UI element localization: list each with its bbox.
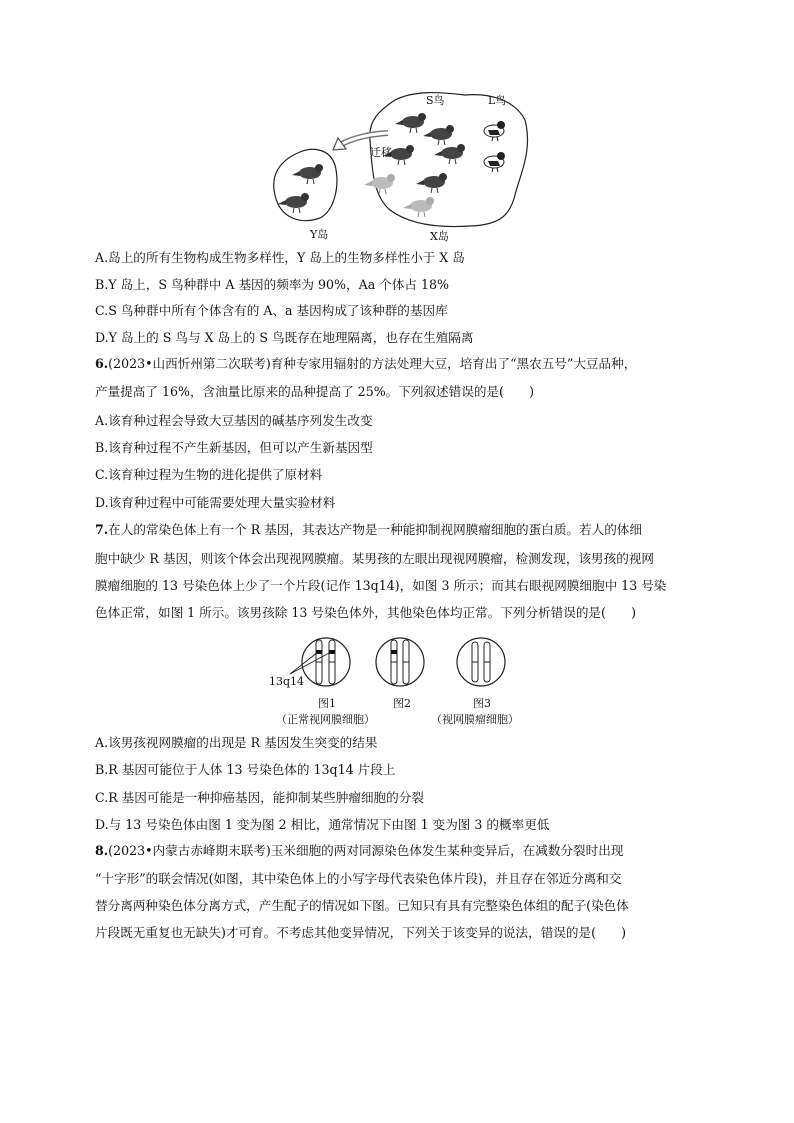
- fig2-chromosome-pair: [391, 640, 409, 684]
- s-bird-icon: [434, 144, 465, 164]
- q7-option-a: A.该男孩视网膜瘤的出现是 R 基因发生突变的结果: [95, 735, 378, 750]
- q7-option-b: B.R 基因可能位于人体 13 号染色体的 13q14 片段上: [95, 762, 396, 777]
- chromosome-figure: [0, 628, 794, 728]
- q7-option-c: C.R 基因可能是一种抑癌基因，能抑制某些肿瘤细胞的分裂: [95, 790, 424, 805]
- s-bird-icon: [416, 173, 447, 193]
- s-bird-icon: [292, 164, 323, 184]
- q5-option-c: C.S 鸟种群中所有个体含有的 A、a 基因构成了该种群的基因库: [95, 303, 448, 318]
- q5-option-a: A.岛上的所有生物构成生物多样性，Y 岛上的生物多样性小于 X 岛: [95, 250, 465, 265]
- fig1-caption: （正常视网膜细胞）: [276, 713, 375, 726]
- q6-option-c: C.该育种过程为生物的进化提供了原材料: [95, 467, 323, 482]
- q6-option-d: D.该育种过程中可能需要处理大量实验材料: [95, 495, 336, 510]
- l-bird-icon: [484, 121, 505, 141]
- s-bird-icon: [278, 193, 309, 213]
- q7-stem-line-1: 7.在人的常染色体上有一个 R 基因，其表达产物是一种能抑制视网膜瘤细胞的蛋白质。若人的体细: [95, 522, 642, 537]
- q7-stem-line-3: 膜瘤细胞的 13 号染色体上少了一个片段(记作 13q14)，如图 3 所示；而其右眼视网膜细胞中 13 号染: [95, 578, 667, 593]
- q8-stem-line-1: 8.(2023•内蒙古赤峰期末联考)玉米细胞的两对同源染色体发生某种变异后，在减数分裂时出现: [95, 843, 624, 858]
- y-island-label: Y岛: [310, 228, 329, 241]
- fig3-caption: （视网膜瘤细胞）: [431, 713, 519, 726]
- l-bird-label: L鸟: [488, 94, 507, 107]
- s-bird-label: S鸟: [426, 94, 445, 107]
- migrate-label: 迁移: [370, 146, 392, 159]
- variant-bird-icon: [364, 174, 395, 194]
- y-island-outline: [274, 149, 337, 220]
- fig1-chromosome-pair: [316, 640, 335, 684]
- fig1-label: 图1: [318, 697, 336, 710]
- q8-number: 8.: [95, 843, 109, 858]
- q5-option-b: B.Y 岛上，S 鸟种群中 A 基因的频率为 90%，Aa 个体占 18%: [95, 277, 449, 292]
- q13q14-label: 13q14: [269, 675, 305, 688]
- island-bird-figure: [0, 0, 794, 250]
- l-bird-icon: [484, 152, 505, 172]
- q8-stem-line-2: “十字形”的联会情况(如图，其中染色体上的小写字母代表染色体片段)，并且存在邻近分离和交: [95, 871, 622, 886]
- q6-stem-line-2: 产量提高了 16%，含油量比原来的品种提高了 25%。下列叙述错误的是( ): [95, 384, 535, 399]
- q7-number: 7.: [95, 522, 109, 537]
- q8-stem-line-4: 片段既无重复也无缺失)才可育。不考虑其他变异情况，下列关于该变异的说法，错误的是( ): [95, 925, 627, 940]
- s-bird-icon: [423, 125, 454, 145]
- fig3-label: 图3: [473, 697, 491, 710]
- q6-stem-line-1: 6.(2023•山西忻州第二次联考)育种专家用辐射的方法处理大豆，培育出了“黑农五号”大豆品种，: [95, 356, 637, 371]
- q7-stem-line-2: 胞中缺少 R 基因，则该个体会出现视网膜瘤。某男孩的左眼出现视网膜瘤，检测发现，该男孩的视网: [95, 551, 655, 566]
- variant-bird-icon: [403, 197, 434, 217]
- q5-option-d: D.Y 岛上的 S 鸟与 X 岛上的 S 鸟既存在地理隔离，也存在生殖隔离: [95, 330, 474, 345]
- x-island-label: X岛: [430, 230, 449, 243]
- x-island-outline: [370, 93, 528, 227]
- fig3-chromosome-pair: [472, 642, 490, 682]
- s-bird-icon: [395, 113, 426, 133]
- q6-option-b: B.该育种过程不产生新基因，但可以产生新基因型: [95, 440, 373, 455]
- q6-option-a: A.该育种过程会导致大豆基因的碱基序列发生改变: [95, 413, 373, 428]
- q7-stem-line-4: 色体正常，如图 1 所示。该男孩除 13 号染色体外，其他染色体均正常。下列分析错误的是( ): [95, 605, 637, 620]
- q6-number: 6.: [95, 356, 109, 371]
- q7-option-d: D.与 13 号染色体由图 1 变为图 2 相比，通常情况下由图 1 变为图 3 的概率更低: [95, 817, 550, 832]
- q8-stem-line-3: 替分离两种染色体分离方式，产生配子的情况如下图。已知只有具有完整染色体组的配子(染色体: [95, 898, 629, 913]
- fig2-label: 图2: [393, 697, 411, 710]
